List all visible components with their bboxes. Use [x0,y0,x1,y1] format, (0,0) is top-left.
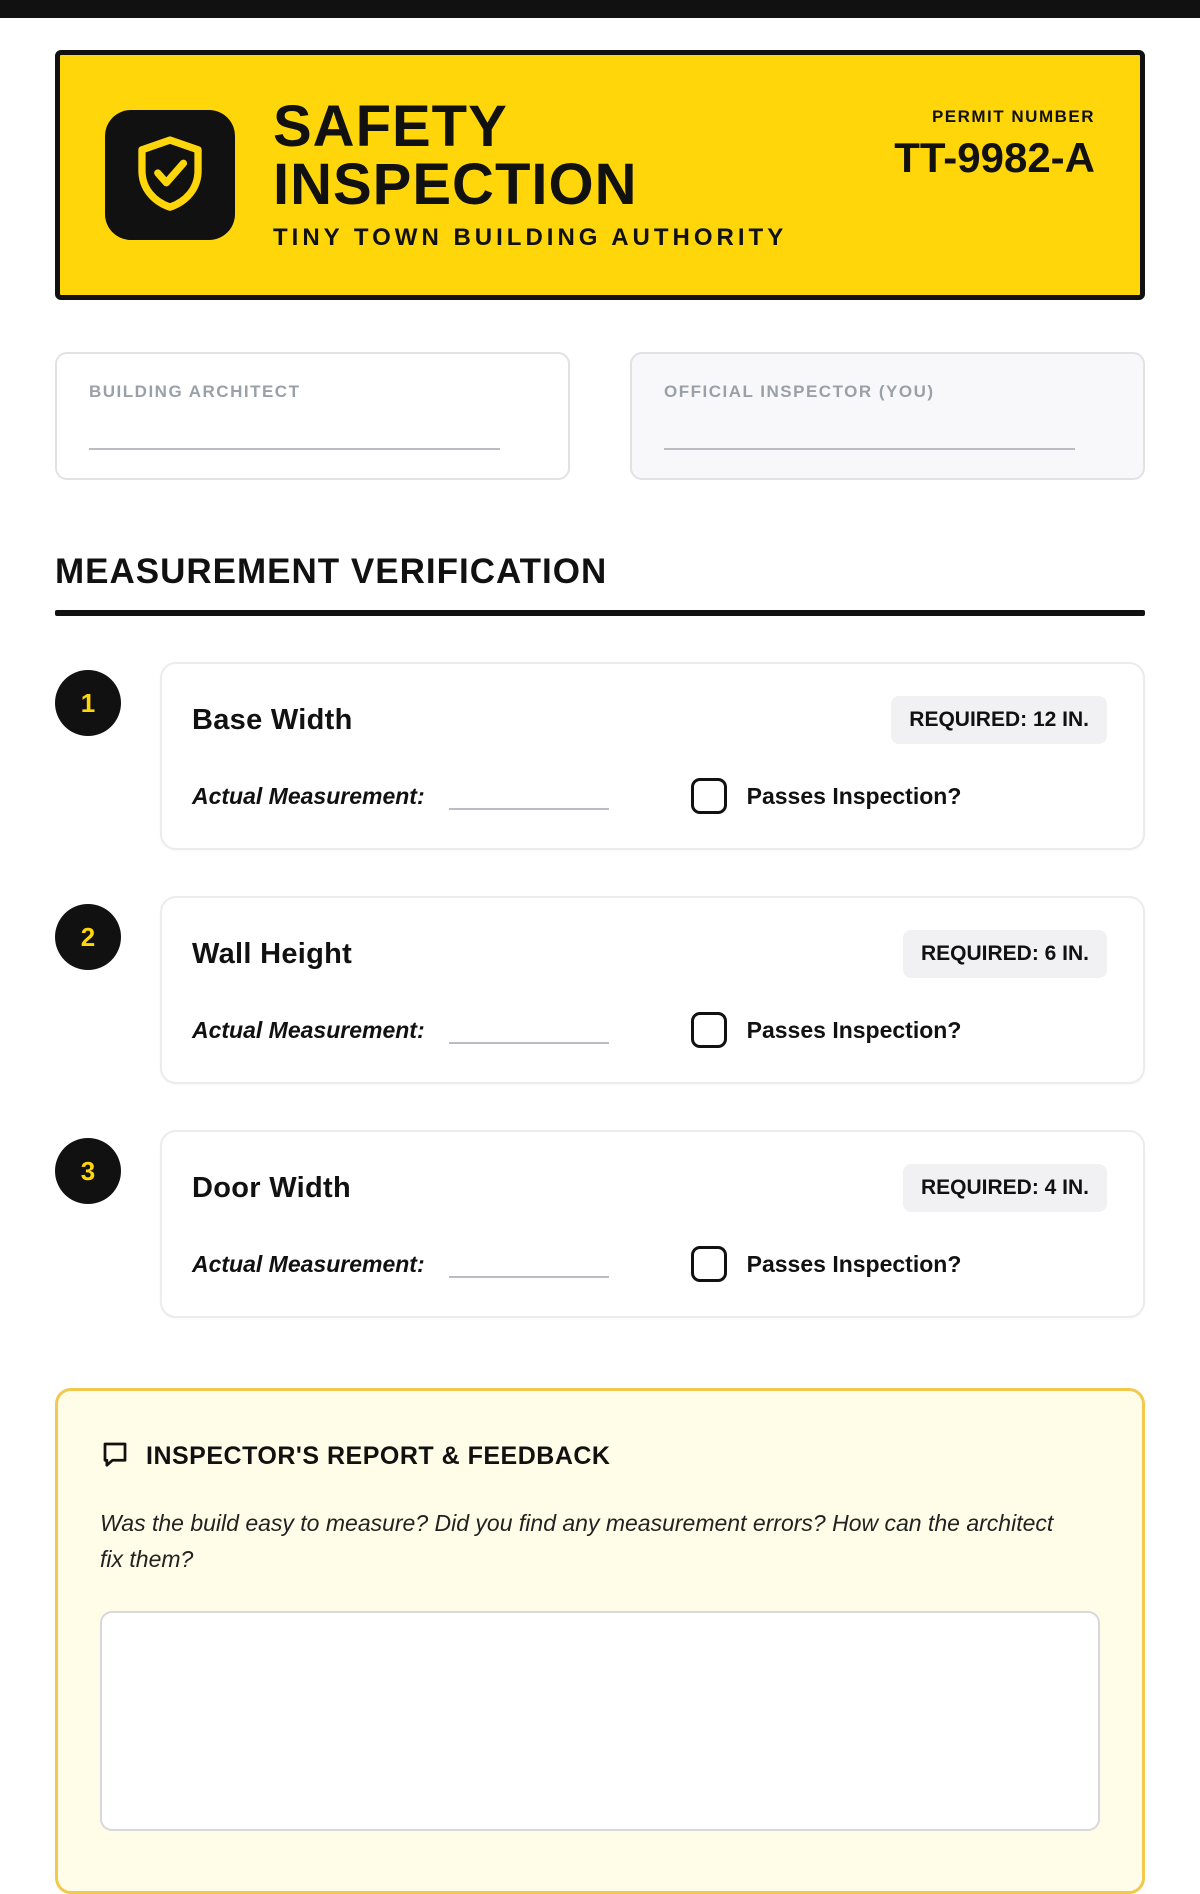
measurement-name: Base Width [192,703,353,736]
shield-badge [105,110,235,240]
required-value-badge: REQUIRED: 4 IN. [903,1164,1107,1212]
passes-inspection-group [691,1246,962,1282]
passes-inspection-checkbox[interactable] [691,778,727,814]
actual-measurement-label: Actual Measurement: [192,1250,425,1277]
measurement-card [160,896,1145,1084]
step-number-badge: 1 [55,670,121,736]
building-architect-input[interactable] [89,448,500,450]
official-inspector-label: OFFICIAL INSPECTOR (YOU) [664,382,935,401]
official-inspector-input[interactable] [664,448,1075,450]
step-number-badge: 2 [55,904,121,970]
actual-measurement-label: Actual Measurement: [192,1016,425,1043]
shield-check-icon [131,134,209,217]
official-inspector-card [630,352,1145,480]
section-title: MEASUREMENT VERIFICATION [55,552,608,591]
required-value-badge: REQUIRED: 12 IN. [891,696,1107,744]
passes-inspection-label: Passes Inspection? [746,1016,962,1043]
form-header [55,50,1145,300]
header-title-block [273,94,847,252]
actual-measurement-input[interactable] [449,1042,609,1044]
form-title-line1: SAFETY [273,94,508,159]
report-textarea[interactable] [100,1611,1100,1831]
report-prompt: Was the build easy to measure? Did you find any measurement errors? How can the architect fix them? [100,1510,1054,1572]
actual-measurement-input[interactable] [449,1276,609,1278]
report-title: INSPECTOR'S REPORT & FEEDBACK [146,1442,611,1470]
measurement-card [160,1130,1145,1318]
building-architect-card [55,352,570,480]
inspection-form-page [0,18,1200,1894]
section-divider [55,610,1145,616]
building-architect-label: BUILDING ARCHITECT [89,382,301,401]
authority-subtitle: TINY TOWN BUILDING AUTHORITY [273,224,788,251]
actual-measurement-label: Actual Measurement: [192,782,425,809]
required-value-badge: REQUIRED: 6 IN. [903,930,1107,978]
permit-block [885,107,1095,181]
step-number-badge: 3 [55,1138,121,1204]
measurement-row-wall-height [55,896,1145,1084]
form-title-line2: INSPECTION [273,152,638,217]
passes-inspection-group [691,1012,962,1048]
measurement-name: Door Width [192,1171,351,1204]
inspector-report-panel [55,1388,1145,1894]
passes-inspection-label: Passes Inspection? [746,1250,962,1277]
permit-number-value: TT-9982-A [894,134,1095,181]
speech-bubble-icon [100,1439,130,1474]
permit-number-label: PERMIT NUMBER [931,107,1095,126]
measurement-row-door-width [55,1130,1145,1318]
passes-inspection-checkbox[interactable] [691,1246,727,1282]
party-fields [55,352,1145,480]
passes-inspection-checkbox[interactable] [691,1012,727,1048]
actual-measurement-input[interactable] [449,808,609,810]
top-bar [0,0,1200,18]
measurement-name: Wall Height [192,937,353,970]
measurement-card [160,662,1145,850]
measurement-row-base-width [55,662,1145,850]
passes-inspection-label: Passes Inspection? [746,782,962,809]
passes-inspection-group [691,778,962,814]
